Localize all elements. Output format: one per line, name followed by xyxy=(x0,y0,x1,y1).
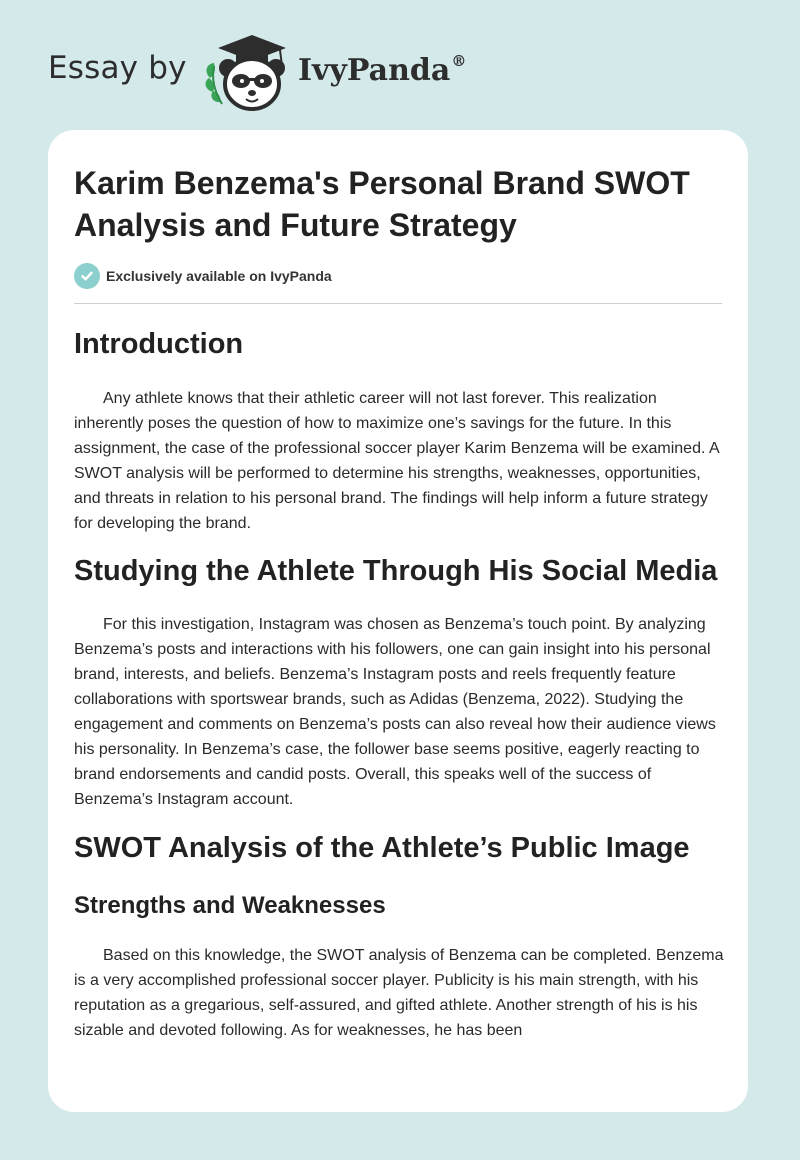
section-heading-swot: SWOT Analysis of the Athlete’s Public Image xyxy=(74,832,690,864)
subsection-heading-strengths-weaknesses: Strengths and Weaknesses xyxy=(74,892,386,919)
article-card xyxy=(48,130,748,1112)
section-heading-introduction: Introduction xyxy=(74,328,244,360)
exclusive-label: Exclusively available on IvyPanda xyxy=(106,268,332,284)
section-paragraph-social-media: For this investigation, Instagram was chosen as Benzema’s touch point. By analyzing Benzema’s posts and interactions with his followers, one can gain insight into his personal brand, interests, and beliefs. Benzema’s Instagram posts and reels frequently feature collaborations with sportswear brands, such as Adidas (Benzema, 2022). Studying the engagement and comments on Benzema’s posts can also reveal how their audience views his personality. In Benzema’s case, the follower base seems positive, eagerly reacting to brand endorsements and candid posts. Overall, this speaks well of the success of Benzema’s Instagram account. xyxy=(74,616,716,808)
header-divider xyxy=(74,303,722,304)
section-paragraph-swot: Based on this knowledge, the SWOT analysis of Benzema can be completed. Benzema is a very accomplished professional soccer player. Publicity is his main strength, with his reputation as a gregarious, self-assured, and gifted athlete. Another strength of his is his sizable and devoted following. As for weaknesses, he has been xyxy=(74,947,724,1039)
section-heading-social-media: Studying the Athlete Through His Social Media xyxy=(74,555,718,587)
registered-mark: ® xyxy=(451,52,467,70)
article-title: Karim Benzema's Personal Brand SWOT Analysis and Future Strategy xyxy=(74,165,690,243)
brand-name-text: IvyPanda xyxy=(298,53,451,88)
site-header xyxy=(0,0,800,130)
brand-name[interactable] xyxy=(298,52,466,88)
exclusive-notice xyxy=(74,263,332,289)
panda-graduate-logo-icon[interactable] xyxy=(200,32,292,112)
essay-by-label: Essay by xyxy=(48,50,187,86)
check-circle-icon xyxy=(74,263,100,289)
section-paragraph-introduction: Any athlete knows that their athletic career will not last forever. This realization inherently poses the question of how to maximize one’s savings for the future. In this assignment, the case of the professional soccer player Karim Benzema will be examined. A SWOT analysis will be performed to determine his strengths, weaknesses, opportunities, and threats in relation to his personal brand. The findings will help inform a future strategy for developing the brand. xyxy=(74,390,719,532)
